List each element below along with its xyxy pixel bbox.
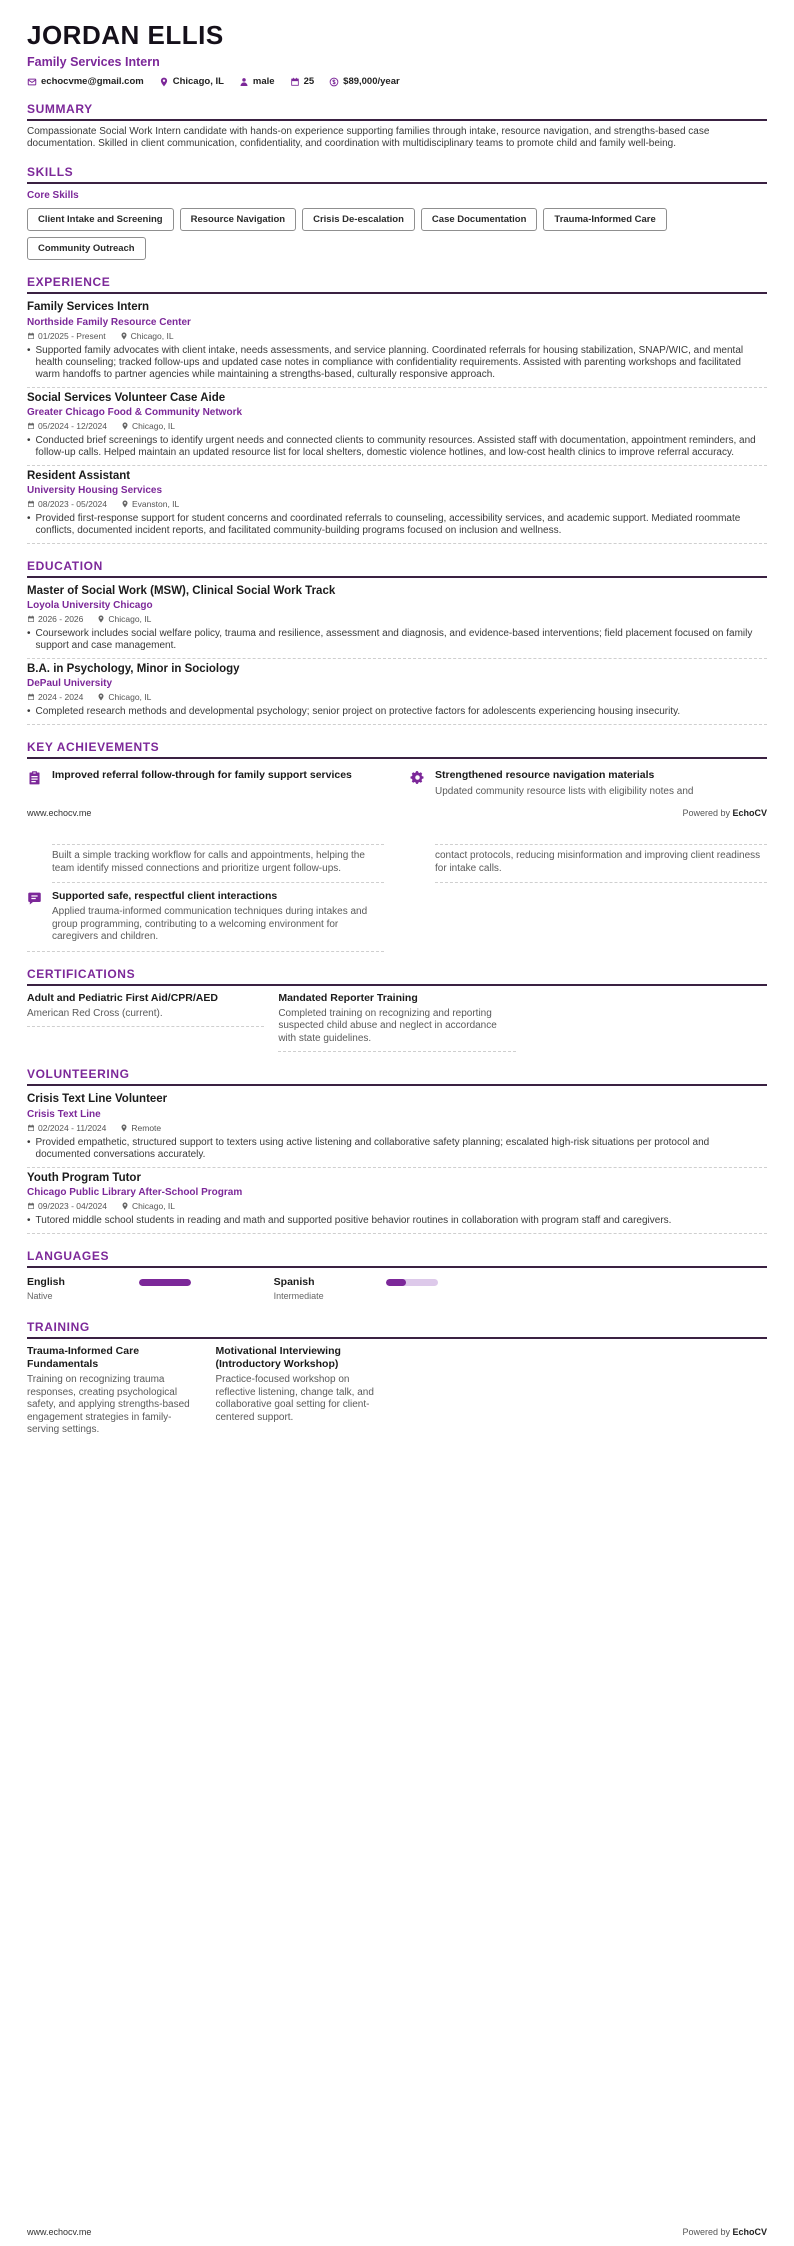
skill-tag: Crisis De-escalation bbox=[302, 208, 415, 231]
entry-dates-text: 08/2023 - 05/2024 bbox=[38, 499, 108, 510]
entry-bullet-text: Supported family advocates with client intake, needs assessments, and service planning. Coordinated referrals for housing stabilization, SNAP/WIC, and mental health counseling; tracked follow-ups and updated case notes in compliance with confidentiality requirements. Assisted with parenting workshops and facilitated warm handoffs to partner agencies while maintaining a strengths-based, culturally responsive approach. bbox=[35, 344, 744, 380]
training-description: Practice-focused workshop on reflective listening, change talk, and collaborative goal setting for client-centered support. bbox=[215, 1374, 374, 1423]
achievement-item bbox=[27, 890, 384, 952]
bullet-dot bbox=[27, 345, 31, 381]
language-level: Native bbox=[27, 1290, 53, 1301]
calendar-icon bbox=[27, 693, 35, 701]
location-pin-icon bbox=[121, 500, 129, 508]
language-proficiency-bar bbox=[386, 1279, 438, 1286]
language-proficiency-bar bbox=[139, 1279, 191, 1286]
language-level: Intermediate bbox=[273, 1290, 324, 1301]
volunteering-entry bbox=[27, 1089, 767, 1167]
gear-icon bbox=[410, 770, 425, 785]
entry-location-text: Chicago, IL bbox=[132, 420, 176, 431]
achievement-description: Applied trauma-informed communication techniques during intakes and group programming, contributing to a welcoming environment for caregivers and children. bbox=[52, 906, 368, 943]
entry-title: Resident Assistant bbox=[27, 469, 131, 482]
contact-email bbox=[27, 76, 144, 87]
entry-dates-text: 02/2024 - 11/2024 bbox=[38, 1122, 107, 1133]
entry-location-text: Chicago, IL bbox=[130, 330, 174, 341]
entry-company: University Housing Services bbox=[27, 485, 163, 497]
calendar-icon bbox=[27, 1202, 35, 1210]
achievements-continued-row bbox=[27, 883, 767, 952]
entry-bullet bbox=[27, 435, 767, 459]
entry-location-text: Chicago, IL bbox=[132, 1200, 176, 1211]
footer-brand: EchoCV bbox=[732, 808, 767, 819]
entry-location bbox=[120, 1123, 161, 1133]
entry-meta bbox=[27, 692, 767, 702]
summary-heading: SUMMARY bbox=[27, 102, 767, 121]
entry-title: Master of Social Work (MSW), Clinical Social Work Track bbox=[27, 585, 336, 598]
achievement-title: Improved referral follow-through for family support services bbox=[52, 769, 352, 782]
entry-organization: Chicago Public Library After-School Program bbox=[27, 1186, 243, 1198]
bullet-dot bbox=[27, 1215, 31, 1227]
entry-bullet bbox=[27, 706, 767, 718]
footer-site-link[interactable]: www.echocv.me bbox=[27, 2227, 92, 2237]
contact-salary-text: $89,000/year bbox=[343, 76, 400, 87]
skill-tag: Community Outreach bbox=[27, 237, 146, 260]
contact-gender bbox=[239, 76, 275, 87]
calendar-icon bbox=[27, 422, 35, 430]
entry-dates bbox=[27, 331, 106, 341]
entry-dates-text: 2026 - 2026 bbox=[38, 614, 84, 625]
language-name: English bbox=[27, 1275, 65, 1288]
achievement-item bbox=[410, 769, 767, 798]
achievement-description: Updated community resource lists with eligibility notes and bbox=[435, 785, 694, 797]
language-item bbox=[27, 1272, 274, 1305]
location-pin-icon bbox=[97, 693, 105, 701]
volunteering-heading: VOLUNTEERING bbox=[27, 1067, 767, 1086]
entry-location-text: Chicago, IL bbox=[108, 614, 152, 625]
entry-bullet bbox=[27, 513, 767, 537]
training-title: Motivational Interviewing (Introductory Workshop) bbox=[215, 1344, 341, 1370]
experience-entry bbox=[27, 388, 767, 466]
skills-heading: SKILLS bbox=[27, 165, 767, 184]
language-proficiency-fill bbox=[386, 1279, 407, 1286]
entry-bullet bbox=[27, 345, 767, 381]
calendar-icon bbox=[27, 615, 35, 623]
entry-meta bbox=[27, 421, 767, 431]
location-pin-icon bbox=[121, 422, 129, 430]
achievement-item bbox=[27, 769, 384, 785]
achievement-title: Strengthened resource navigation materials bbox=[435, 769, 655, 782]
certification-description: Completed training on recognizing and reporting suspected child abuse and neglect in accordance with state guidelines. bbox=[278, 1007, 497, 1044]
salary-icon bbox=[329, 77, 339, 87]
entry-title: Social Services Volunteer Case Aide bbox=[27, 391, 226, 404]
skill-tag: Case Documentation bbox=[421, 208, 538, 231]
person-icon bbox=[239, 77, 249, 87]
training-title: Trauma-Informed Care Fundamentals bbox=[27, 1344, 140, 1370]
contact-email-text: echocvme@gmail.com bbox=[41, 76, 144, 87]
entry-bullet-text: Provided empathetic, structured support to texters using active listening and collaborative safety planning; escalated high-risk situations per protocol and documented conversations accurately. bbox=[35, 1136, 710, 1160]
training-item bbox=[216, 1341, 391, 1430]
experience-entry bbox=[27, 297, 767, 387]
entry-meta bbox=[27, 614, 767, 624]
contact-gender-text: male bbox=[252, 76, 275, 87]
chat-icon bbox=[27, 891, 42, 906]
contact-location-text: Chicago, IL bbox=[172, 76, 224, 87]
entry-dates-text: 2024 - 2024 bbox=[38, 692, 84, 703]
achievements-heading: KEY ACHIEVEMENTS bbox=[27, 740, 767, 759]
achievement-description: contact protocols, reducing misinformation and improving client readiness for intake calls. bbox=[435, 850, 761, 874]
entry-location bbox=[121, 1201, 175, 1211]
achievement-title: Supported safe, respectful client interactions bbox=[52, 890, 278, 903]
contact-location bbox=[159, 76, 224, 87]
entry-title: Youth Program Tutor bbox=[27, 1171, 141, 1184]
entry-location-text: Evanston, IL bbox=[132, 499, 180, 510]
certification-title: Adult and Pediatric First Aid/CPR/AED bbox=[27, 991, 218, 1004]
contact-row bbox=[27, 76, 767, 87]
entry-bullet-text: Conducted brief screenings to identify urgent needs and connected clients to community resources. Assisted staff with documentation, appointment reminders, and follow-up calls. Helped maintain an updated resource list for local shelters, domestic violence hotlines, and low-cost health clinics to improve referral accuracy. bbox=[35, 434, 756, 458]
achievement-description: Built a simple tracking workflow for calls and appointments, helping the team identify missed connections and prioritize urgent follow-ups. bbox=[52, 850, 365, 874]
skill-tag: Resource Navigation bbox=[180, 208, 297, 231]
entry-bullet-text: Provided first-response support for student concerns and coordinated referrals to counseling, accessibility services, and academic support. Mediated roommate conflicts, documented incident reports, and facilitated community-building programs focused on inclusion and wellness. bbox=[35, 513, 741, 537]
calendar-icon bbox=[27, 500, 35, 508]
entry-location bbox=[121, 421, 175, 431]
skills-group-label: Core Skills bbox=[27, 190, 79, 202]
achievements-continued bbox=[27, 844, 767, 883]
job-title: Family Services Intern bbox=[27, 55, 160, 69]
footer-site-link[interactable]: www.echocv.me bbox=[27, 808, 92, 819]
footer-brand: EchoCV bbox=[732, 2227, 767, 2237]
certification-title: Mandated Reporter Training bbox=[278, 991, 418, 1004]
skill-tag-list bbox=[27, 208, 767, 260]
entry-location-text: Remote bbox=[131, 1122, 162, 1133]
entry-meta bbox=[27, 1201, 767, 1211]
calendar-icon bbox=[27, 1124, 35, 1132]
entry-bullet bbox=[27, 628, 767, 652]
footer-powered[interactable] bbox=[682, 808, 767, 818]
entry-dates bbox=[27, 499, 107, 509]
education-heading: EDUCATION bbox=[27, 559, 767, 578]
entry-company: Northside Family Resource Center bbox=[27, 316, 191, 328]
training-description: Training on recognizing trauma responses, creating psychological safety, and applying strengths-based engagement strategies in family-serving settings. bbox=[27, 1374, 190, 1436]
bullet-dot bbox=[27, 706, 31, 718]
location-pin-icon bbox=[159, 77, 169, 87]
education-entry bbox=[27, 581, 767, 659]
entry-dates bbox=[27, 614, 83, 624]
location-pin-icon bbox=[121, 1202, 129, 1210]
section-skills bbox=[27, 165, 767, 260]
section-volunteering bbox=[27, 1067, 767, 1233]
section-summary bbox=[27, 102, 767, 150]
bullet-dot bbox=[27, 435, 31, 459]
education-entry bbox=[27, 659, 767, 725]
entry-dates bbox=[27, 1123, 106, 1133]
entry-school: DePaul University bbox=[27, 678, 113, 690]
training-heading: TRAINING bbox=[27, 1320, 767, 1339]
entry-dates bbox=[27, 1201, 107, 1211]
location-pin-icon bbox=[120, 1124, 128, 1132]
language-item bbox=[274, 1272, 521, 1305]
experience-entry bbox=[27, 466, 767, 544]
location-pin-icon bbox=[97, 615, 105, 623]
entry-bullet-text: Completed research methods and developmental psychology; senior project on protective factors for adolescents experiencing housing insecurity. bbox=[35, 706, 681, 718]
section-experience bbox=[27, 275, 767, 544]
contact-age bbox=[290, 76, 315, 87]
certification-item bbox=[278, 988, 515, 1053]
entry-dates bbox=[27, 421, 107, 431]
entry-dates-text: 01/2025 - Present bbox=[38, 330, 106, 341]
language-name: Spanish bbox=[273, 1275, 315, 1288]
entry-location-text: Chicago, IL bbox=[108, 692, 152, 703]
training-item bbox=[27, 1341, 202, 1443]
clipboard-icon bbox=[27, 770, 42, 785]
entry-bullet-text: Tutored middle school students in reading and math and supported positive behavior routines in collaboration with program staff and caregivers. bbox=[35, 1214, 672, 1226]
page-footer bbox=[27, 2227, 767, 2237]
calendar-icon bbox=[290, 77, 300, 87]
entry-organization: Crisis Text Line bbox=[27, 1108, 101, 1120]
entry-bullet bbox=[27, 1137, 767, 1161]
candidate-name: JORDAN ELLIS bbox=[27, 20, 224, 50]
certifications-heading: CERTIFICATIONS bbox=[27, 967, 767, 986]
entry-title: Crisis Text Line Volunteer bbox=[27, 1093, 168, 1106]
section-certifications bbox=[27, 967, 767, 1053]
section-education bbox=[27, 559, 767, 725]
footer-powered-prefix: Powered by bbox=[682, 2227, 730, 2237]
location-pin-icon bbox=[120, 332, 128, 340]
entry-title: B.A. in Psychology, Minor in Sociology bbox=[27, 663, 240, 676]
languages-heading: LANGUAGES bbox=[27, 1249, 767, 1268]
entry-dates bbox=[27, 692, 83, 702]
bullet-dot bbox=[27, 513, 31, 537]
achievement-description-continued bbox=[435, 844, 767, 883]
entry-location bbox=[97, 614, 151, 624]
contact-salary bbox=[329, 76, 400, 87]
section-training bbox=[27, 1320, 767, 1443]
achievement-description-continued bbox=[52, 844, 384, 883]
contact-age-text: 25 bbox=[303, 76, 315, 87]
certification-item bbox=[27, 988, 264, 1028]
calendar-icon bbox=[27, 332, 35, 340]
entry-school: Loyola University Chicago bbox=[27, 600, 153, 612]
entry-location bbox=[97, 692, 151, 702]
email-icon bbox=[27, 77, 37, 87]
skill-tag: Client Intake and Screening bbox=[27, 208, 174, 231]
entry-title: Family Services Intern bbox=[27, 301, 150, 314]
bullet-dot bbox=[27, 628, 31, 652]
language-proficiency-fill bbox=[139, 1279, 191, 1286]
skill-tag: Trauma-Informed Care bbox=[543, 208, 666, 231]
section-languages bbox=[27, 1249, 767, 1305]
certification-description: American Red Cross (current). bbox=[27, 1007, 163, 1019]
volunteering-entry bbox=[27, 1168, 767, 1234]
entry-location bbox=[120, 331, 174, 341]
section-achievements bbox=[27, 740, 767, 798]
entry-bullet bbox=[27, 1215, 767, 1227]
page-footer bbox=[27, 808, 767, 818]
entry-meta bbox=[27, 499, 767, 509]
bullet-dot bbox=[27, 1137, 31, 1161]
entry-bullet-text: Coursework includes social welfare policy, trauma and resilience, assessment and diagnosis, and evidence-based interventions; field placement focused on family support and case management. bbox=[35, 628, 753, 652]
entry-location bbox=[121, 499, 179, 509]
entry-meta bbox=[27, 331, 767, 341]
entry-company: Greater Chicago Food & Community Network bbox=[27, 406, 243, 418]
entry-dates-text: 09/2023 - 04/2024 bbox=[38, 1200, 108, 1211]
footer-powered[interactable] bbox=[682, 2227, 767, 2237]
experience-heading: EXPERIENCE bbox=[27, 275, 767, 294]
summary-text: Compassionate Social Work Intern candidate with hands-on experience supporting families through intake, resource navigation, and strengths-based case documentation. Skilled in client communication, confidentiality, and coordination with multidisciplinary teams to promote child and family well-being. bbox=[27, 126, 710, 150]
entry-dates-text: 05/2024 - 12/2024 bbox=[38, 420, 108, 431]
entry-meta bbox=[27, 1123, 767, 1133]
footer-powered-prefix: Powered by bbox=[682, 808, 730, 819]
